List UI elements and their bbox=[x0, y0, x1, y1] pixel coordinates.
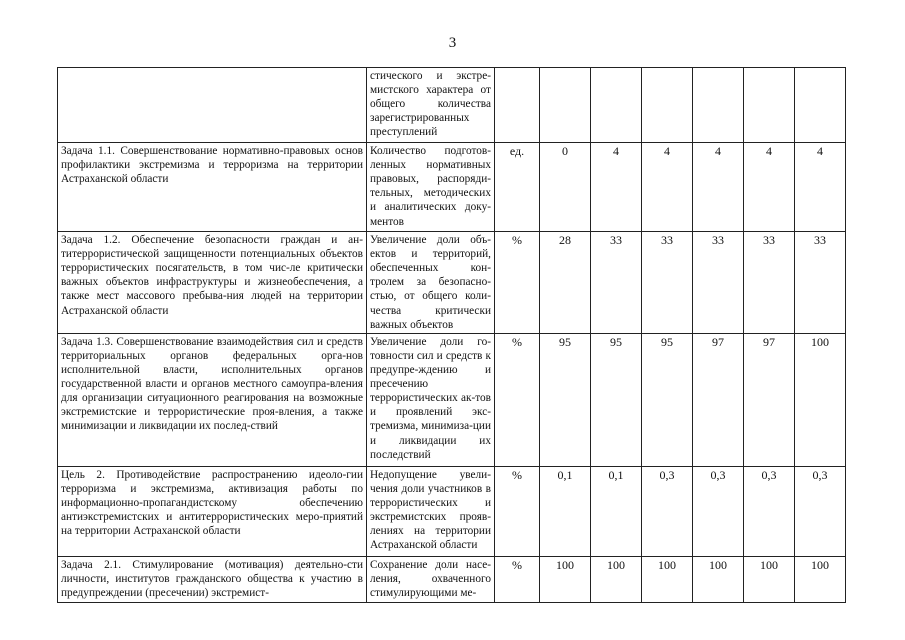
unit-cell: % bbox=[495, 466, 540, 556]
task-cell: Задача 2.1. Стимулирование (мотивация) деятельно-сти личности, институтов гражданского общества к участию в предупреждении (пресечении) экстремист- bbox=[58, 556, 367, 602]
table-row bbox=[58, 333, 846, 466]
value-cell: 100 bbox=[795, 556, 846, 602]
value-cell bbox=[540, 68, 591, 143]
value-cell: 4 bbox=[642, 143, 693, 232]
value-cell bbox=[642, 68, 693, 143]
indicators-table bbox=[57, 67, 846, 603]
value-cell: 100 bbox=[795, 333, 846, 466]
task-cell: Задача 1.2. Обеспечение безопасности граждан и ан-титеррористической защищенности потенциальных объектов террористических посягательств, в том чис-ле критически важных объектов инфраструктуры и жизнеобеспечения, а также мест массового пребыва-ния людей на территории Астраханской области bbox=[58, 232, 367, 334]
table-row bbox=[58, 68, 846, 143]
value-cell: 33 bbox=[591, 232, 642, 334]
value-cell: 28 bbox=[540, 232, 591, 334]
value-cell: 0,3 bbox=[642, 466, 693, 556]
indicator-cell: Сохранение доли насе-ления, охваченного стимулирующими ме- bbox=[367, 556, 495, 602]
table-row bbox=[58, 143, 846, 232]
value-cell: 33 bbox=[642, 232, 693, 334]
unit-cell: % bbox=[495, 333, 540, 466]
value-cell: 33 bbox=[795, 232, 846, 334]
table-row bbox=[58, 466, 846, 556]
indicator-cell: Увеличение доли го-товности сил и средств к предупре-ждению и пресечению террористических ак-тов и проявлений экс-тремизма, минимиза-ции и ликвидации их последствий bbox=[367, 333, 495, 466]
task-cell: Задача 1.1. Совершенствование нормативно-правовых основ профилактики экстремизма и терроризма на территории Астраханской области bbox=[58, 143, 367, 232]
value-cell: 100 bbox=[693, 556, 744, 602]
value-cell bbox=[795, 68, 846, 143]
value-cell bbox=[693, 68, 744, 143]
value-cell: 95 bbox=[642, 333, 693, 466]
value-cell: 4 bbox=[693, 143, 744, 232]
indicator-cell: Недопущение увели-чения доли участников в террористических и экстремистских прояв-лениях на территории Астраханской области bbox=[367, 466, 495, 556]
task-cell bbox=[58, 68, 367, 143]
indicator-cell: Количество подготов-ленных нормативных правовых, распоряди-тельных, методических и аналитических доку-ментов bbox=[367, 143, 495, 232]
value-cell: 100 bbox=[540, 556, 591, 602]
value-cell: 0 bbox=[540, 143, 591, 232]
value-cell: 0,3 bbox=[744, 466, 795, 556]
value-cell bbox=[591, 68, 642, 143]
unit-cell: % bbox=[495, 556, 540, 602]
value-cell: 33 bbox=[693, 232, 744, 334]
value-cell: 33 bbox=[744, 232, 795, 334]
unit-cell: ед. bbox=[495, 143, 540, 232]
value-cell: 0,3 bbox=[693, 466, 744, 556]
page-number: 3 bbox=[448, 35, 457, 51]
value-cell: 97 bbox=[693, 333, 744, 466]
indicator-cell: стического и экстре-мистского характера от общего количества зарегистрированных преступлений bbox=[367, 68, 495, 143]
table-row bbox=[58, 232, 846, 334]
value-cell: 0,1 bbox=[591, 466, 642, 556]
value-cell: 100 bbox=[744, 556, 795, 602]
value-cell: 0,3 bbox=[795, 466, 846, 556]
value-cell bbox=[744, 68, 795, 143]
value-cell: 95 bbox=[540, 333, 591, 466]
value-cell: 4 bbox=[744, 143, 795, 232]
value-cell: 100 bbox=[591, 556, 642, 602]
value-cell: 4 bbox=[591, 143, 642, 232]
value-cell: 97 bbox=[744, 333, 795, 466]
task-cell: Задача 1.3. Совершенствование взаимодействия сил и средств территориальных органов федеральных орга-нов исполнительной власти, исполнительных органов государственной власти и органов местного самоупра-вления для организации ситуационного реагирования на возможные экстремистские и террористические проя-вления, а также минимизации и ликвидации их послед-ствий bbox=[58, 333, 367, 466]
value-cell: 0,1 bbox=[540, 466, 591, 556]
indicator-cell: Увеличение доли объ-ектов и территорий, обеспеченных кон-тролем за безопасно-стью, от общего коли-чества критически важных объектов bbox=[367, 232, 495, 334]
table-row bbox=[58, 556, 846, 602]
unit-cell: % bbox=[495, 232, 540, 334]
unit-cell bbox=[495, 68, 540, 143]
value-cell: 100 bbox=[642, 556, 693, 602]
value-cell: 95 bbox=[591, 333, 642, 466]
value-cell: 4 bbox=[795, 143, 846, 232]
task-cell: Цель 2. Противодействие распространению идеоло-гии терроризма и экстремизма, активизация работы по информационно-пропагандистскому обеспечению антиэкстремистских и антитеррористических меро-приятий на территории Астраханской области bbox=[58, 466, 367, 556]
